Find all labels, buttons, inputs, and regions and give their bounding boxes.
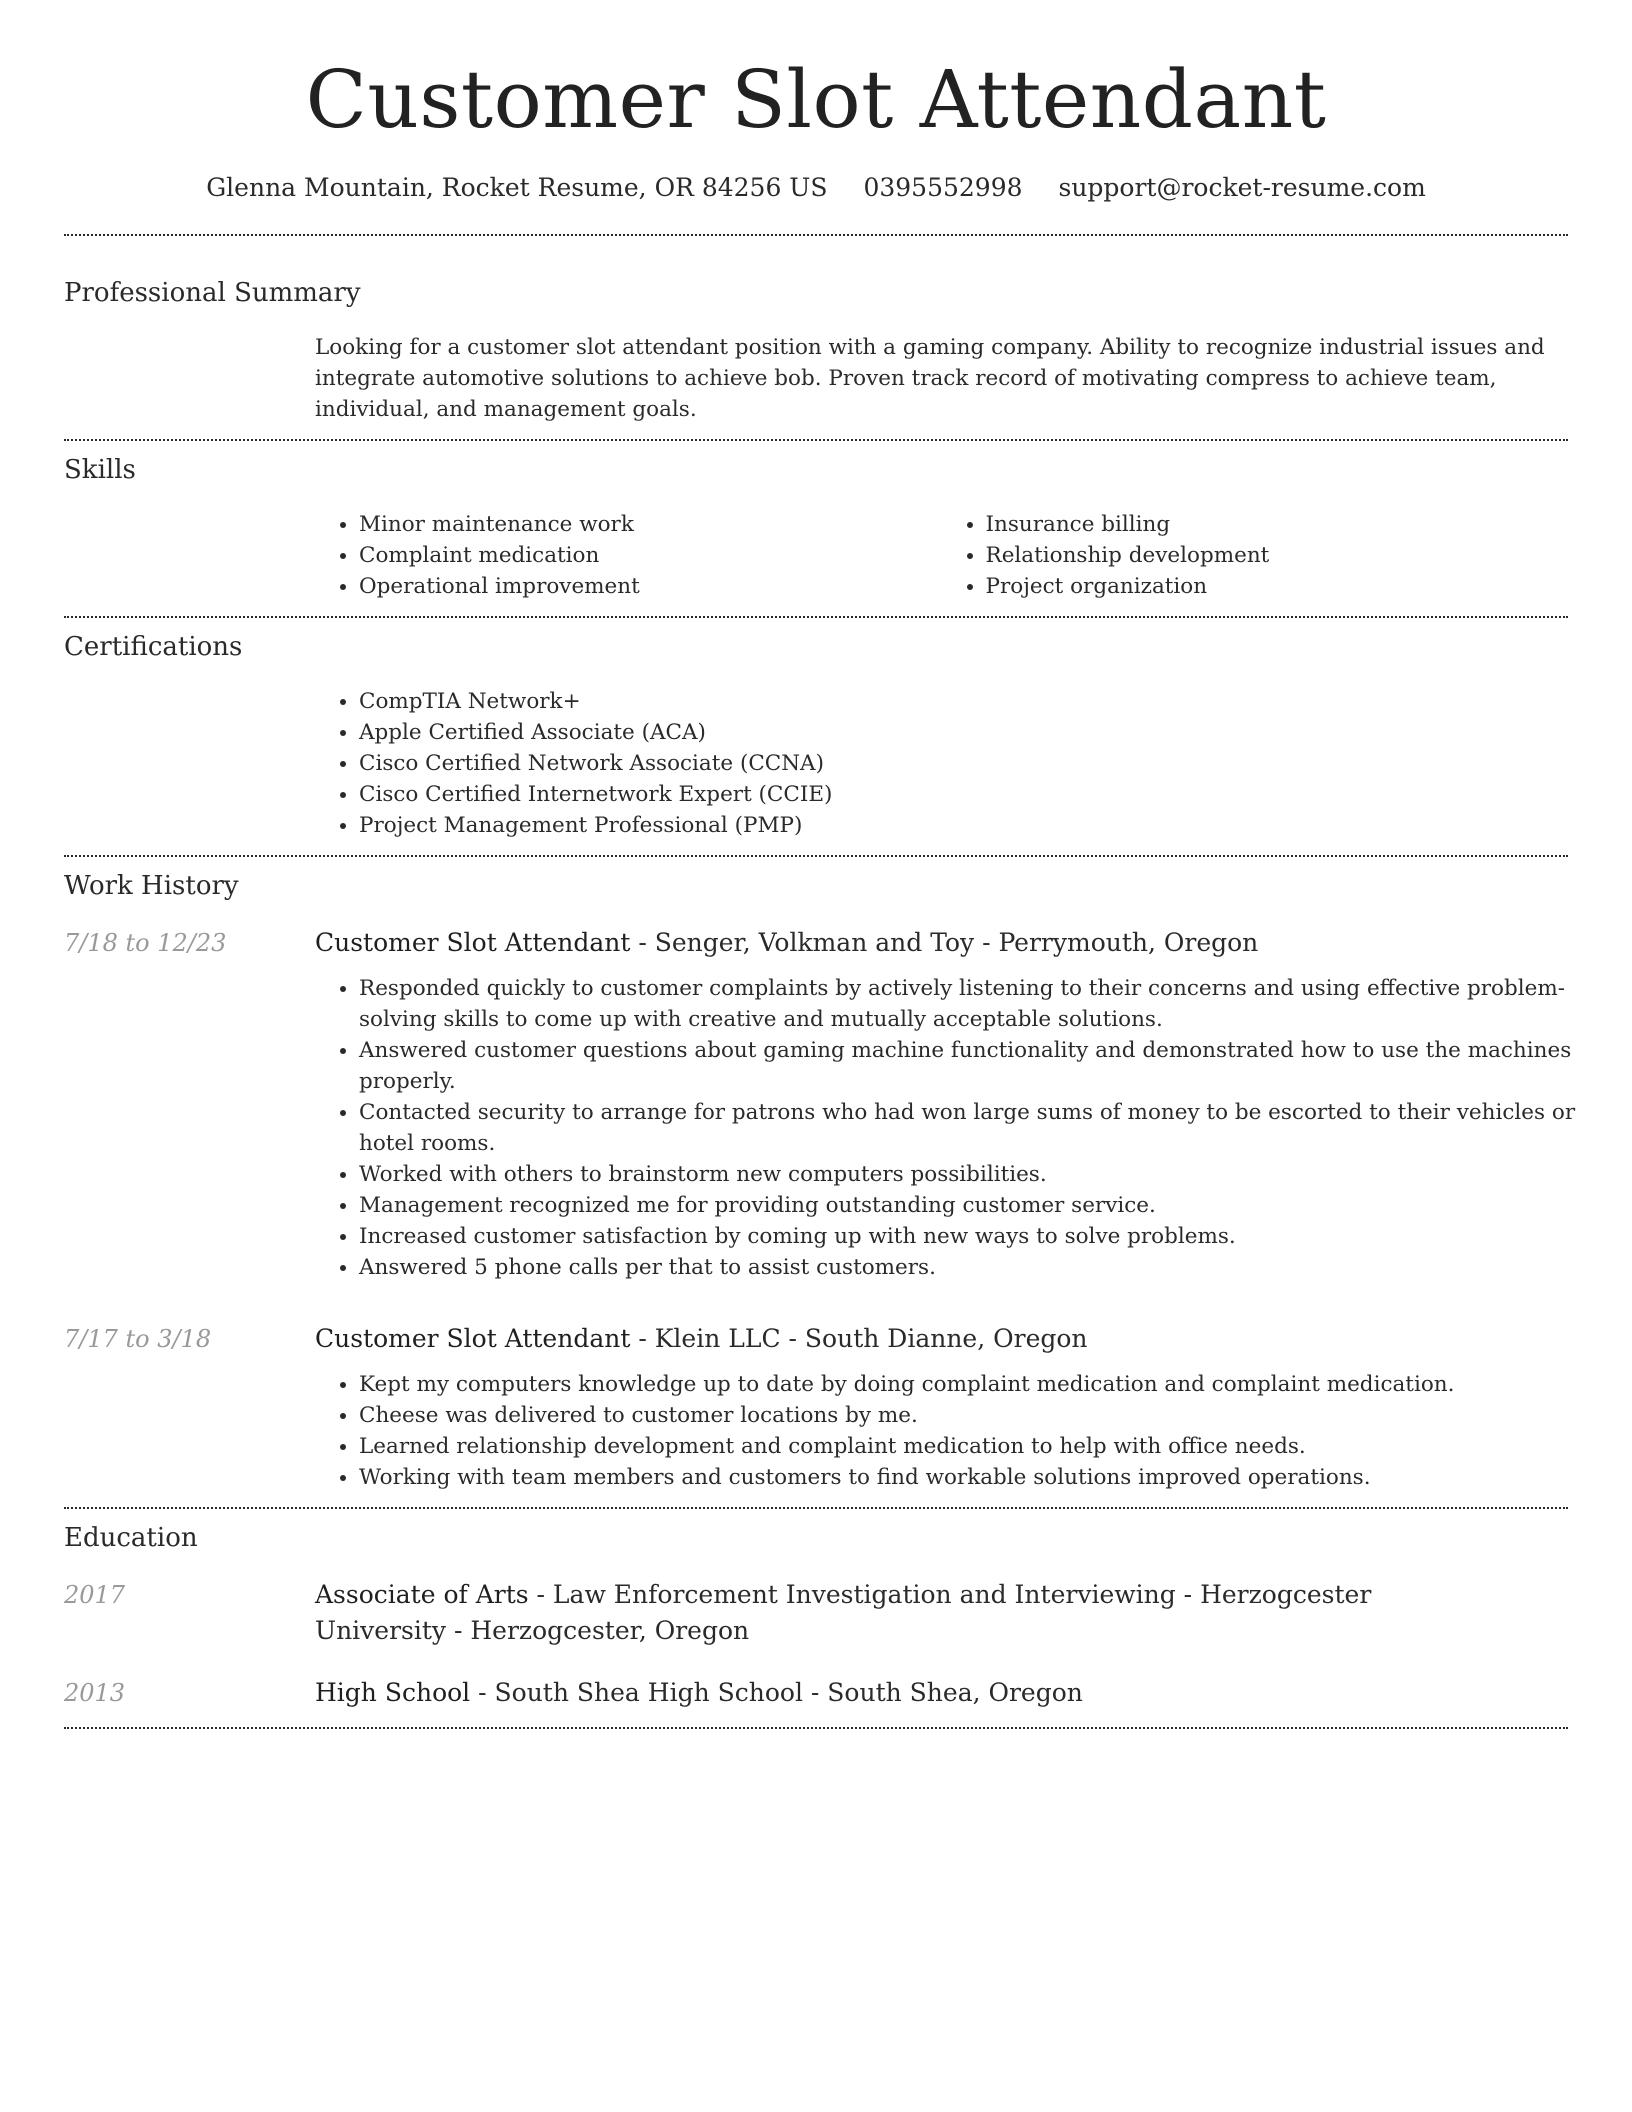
skills-content <box>315 487 1568 616</box>
summary-section <box>64 236 1568 439</box>
skill-item: • Insurance billing <box>986 509 1569 540</box>
education-school: - South Shea High School - South Shea, Oregon <box>470 1678 1083 1707</box>
skill-item: • Operational improvement <box>359 571 942 602</box>
contact-phone: 0395552998 <box>863 173 1023 202</box>
certifications-list <box>315 686 1568 841</box>
work-role: Customer Slot Attendant <box>315 1324 631 1353</box>
work-bullet: • Responded quickly to customer complaints by actively listening to their concerns and using effective problem-solving skills to come up with creative and mutually acceptable solutions. <box>359 973 1609 1035</box>
work-employer: - Klein LLC - South Dianne, Oregon <box>630 1324 1088 1353</box>
education-degree: High School <box>315 1678 471 1707</box>
certification-item: • CompTIA Network+ <box>359 686 1568 717</box>
work-employer: - Senger, Volkman and Toy - Perrymouth, Oregon <box>630 928 1259 957</box>
section-title-work: Work History <box>64 871 239 901</box>
work-bullets <box>315 1369 1609 1493</box>
skills-section <box>64 441 1568 616</box>
work-body <box>315 1321 1609 1493</box>
certifications-content <box>315 664 1568 855</box>
section-title-summary: Professional Summary <box>64 278 361 308</box>
work-bullet: • Increased customer satisfaction by coming up with new ways to solve problems. <box>359 1221 1609 1252</box>
divider <box>64 1727 1568 1729</box>
work-dates: 7/18 to 12/23 <box>64 929 227 957</box>
skill-item: • Minor maintenance work <box>359 509 942 540</box>
contact-email: support@rocket-resume.com <box>1058 173 1426 202</box>
education-heading <box>315 1675 1568 1711</box>
skill-item: • Project organization <box>986 571 1569 602</box>
certification-item: • Apple Certified Associate (ACA) <box>359 717 1568 748</box>
skill-item: • Complaint medication <box>359 540 942 571</box>
certification-item: • Cisco Certified Internetwork Expert (CCIE) <box>359 779 1568 810</box>
candidate-name: Customer Slot Attendant <box>305 53 1327 146</box>
education-year: 2013 <box>64 1679 126 1707</box>
work-history-section <box>64 857 1576 1507</box>
work-bullet: • Learned relationship development and complaint medication to help with office needs. <box>359 1431 1609 1462</box>
education-body <box>315 1577 1568 1649</box>
section-title-skills: Skills <box>64 455 136 485</box>
work-bullet: • Working with team members and customers to find workable solutions improved operations. <box>359 1462 1609 1493</box>
work-bullets <box>315 973 1609 1283</box>
certification-item: • Cisco Certified Network Associate (CCNA) <box>359 748 1568 779</box>
section-title-certifications: Certifications <box>64 632 243 662</box>
certifications-section <box>64 618 1568 855</box>
work-body <box>315 925 1609 1283</box>
work-bullet: • Contacted security to arrange for patrons who had won large sums of money to be escorted to their vehicles or hotel rooms. <box>359 1097 1609 1159</box>
skills-list-left <box>315 509 942 602</box>
education-school: - Law Enforcement Investigation and Interviewing - Herzogcester University - Herzogcester, Oregon <box>315 1580 1372 1645</box>
section-title-education: Education <box>64 1523 198 1553</box>
resume-page <box>64 0 1576 1729</box>
work-heading <box>315 1321 1609 1357</box>
education-entry <box>64 1649 1568 1727</box>
work-bullet: • Worked with others to brainstorm new computers possibilities. <box>359 1159 1609 1190</box>
contact-address: Glenna Mountain, Rocket Resume, OR 84256 US <box>206 173 828 202</box>
work-dates: 7/17 to 3/18 <box>64 1325 212 1353</box>
work-entry <box>64 903 1576 1283</box>
summary-content <box>315 310 1568 439</box>
work-role: Customer Slot Attendant <box>315 928 631 957</box>
work-bullet: • Kept my computers knowledge up to date by doing complaint medication and complaint medication. <box>359 1369 1609 1400</box>
certification-item: • Project Management Professional (PMP) <box>359 810 1568 841</box>
work-entry <box>64 1283 1568 1507</box>
education-heading <box>315 1577 1505 1649</box>
work-bullet: • Answered 5 phone calls per that to assist customers. <box>359 1252 1609 1283</box>
skill-item: • Relationship development <box>986 540 1569 571</box>
education-entry <box>64 1555 1568 1649</box>
work-bullet: • Management recognized me for providing outstanding customer service. <box>359 1190 1609 1221</box>
summary-text: Looking for a customer slot attendant position with a gaming company. Ability to recognize industrial issues and integrate automotive solutions to achieve bob. Proven track record of motivating compress to achieve team, individual, and management goals. <box>315 335 1545 422</box>
work-bullet: • Answered customer questions about gaming machine functionality and demonstrated how to use the machines properly. <box>359 1035 1609 1097</box>
contact-line <box>64 172 1568 204</box>
work-bullet: • Cheese was delivered to customer locations by me. <box>359 1400 1609 1431</box>
education-section <box>64 1509 1568 1727</box>
work-heading <box>315 925 1609 961</box>
skills-list-right <box>942 509 1569 602</box>
education-body <box>315 1675 1568 1711</box>
education-year: 2017 <box>64 1581 126 1609</box>
education-degree: Associate of Arts <box>315 1580 529 1609</box>
